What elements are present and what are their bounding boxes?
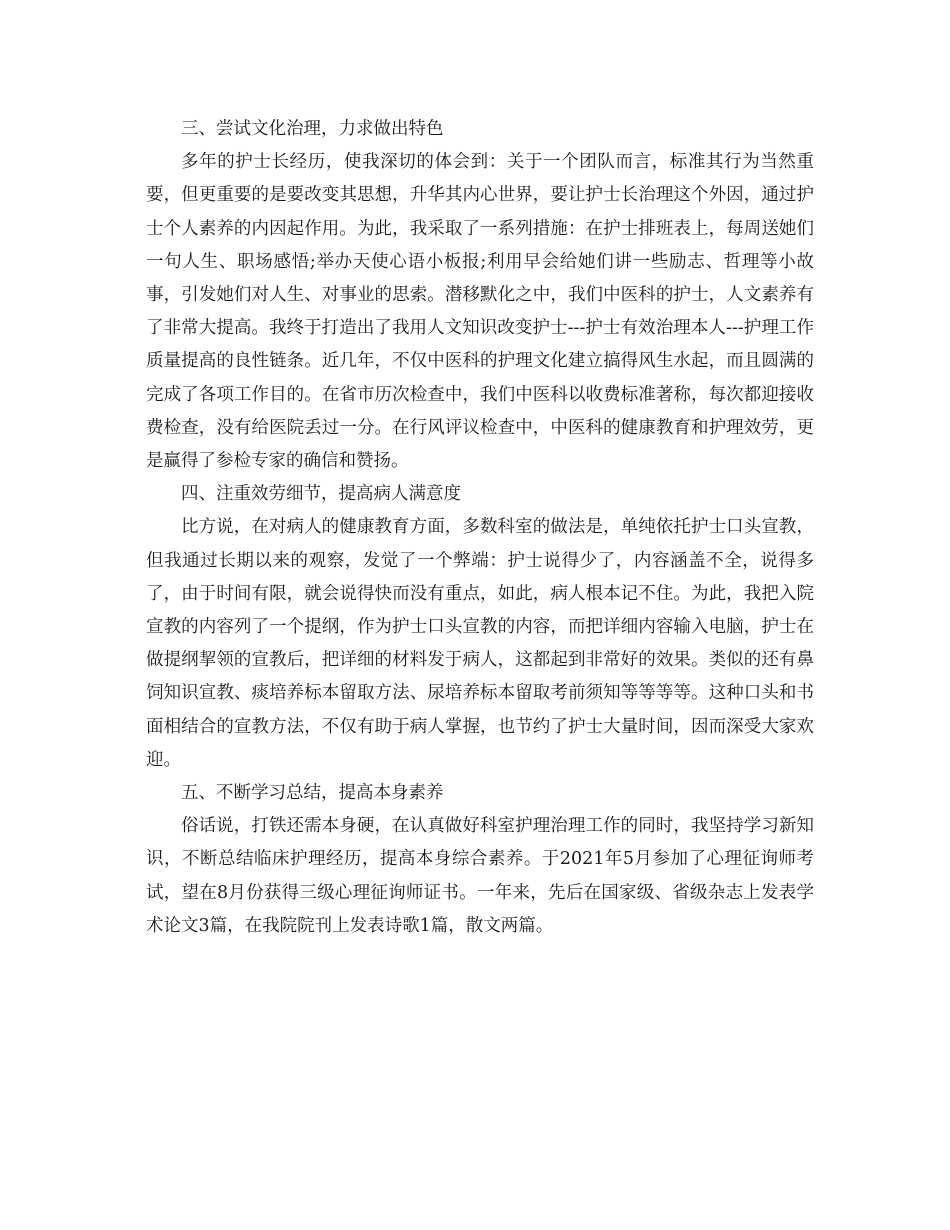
paragraph-service-details: 比方说，在对病人的健康教育方面，多数科室的做法是，单纯依托护士口头宣教，但我通过长期以来的观察，发觉了一个弊端：护士说得少了，内容涵盖不全，说得多了，由于时间有限，就会说得快而没有重点，如此，病人根本记不住。为此，我把入院宣教的内容列了一个提纲，作为护士口头宣教的内容，而把详细内容输入电脑，护士在做提纲挈领的宣教后，把详细的材料发于病人，这都起到非常好的效果。类似的还有鼻饲知识宣教、痰培养标本留取方法、尿培养标本留取考前须知等等等等。这种口头和书面相结合的宣教方法，不仅有助于病人掌握，也节约了护士大量时间，因而深受大家欢迎。: [146, 517, 814, 770]
section-heading-learning: 五、不断学习总结，提高本身素养: [181, 783, 444, 804]
paragraph-culture: 多年的护士长经历，使我深切的体会到：关于一个团队而言，标准其行为当然重要，但更重要的是要改变其思想，升华其内心世界，要让护士长治理这个外因，通过护士个人素养的内因起作用。为此，我采取了一系列措施：在护士排班表上，每周送她们一句人生、职场感悟;举办天使心语小板报;利用早会给她们讲一些励志、哲理等小故事，引发她们对人生、对事业的思索。潜移默化之中，我们中医科的护士，人文素养有了非常大提高。我终于打造出了我用人文知识改变护士---护士有效治理本人---护理工作质量提高的良性链条。近几年，不仅中医科的护理文化建立搞得风生水起，而且圆满的完成了各项工作目的。在省市历次检查中，我们中医科以收费标准著称，每次都迎接收费检查，没有给医院丢过一分。在行风评议检查中，中医科的健康教育和护理效劳，更是赢得了参检专家的确信和赞扬。: [146, 152, 814, 472]
section-heading-culture: 三、尝试文化治理，力求做出特色: [181, 119, 444, 139]
paragraph-learning: 俗话说，打铁还需本身硬，在认真做好科室护理治理工作的同时，我坚持学习新知识，不断总结临床护理经历，提高本身综合素养。于2021年5月参加了心理征询师考试，望在8月份获得三级心理征询师证书。一年来，先后在国家级、省级杂志上发表学术论文3篇，在我院院刊上发表诗歌1篇，散文两篇。: [146, 816, 814, 936]
section-heading-service-details: 四、注重效劳细节，提高病人满意度: [181, 484, 461, 505]
document-body: [146, 113, 814, 943]
